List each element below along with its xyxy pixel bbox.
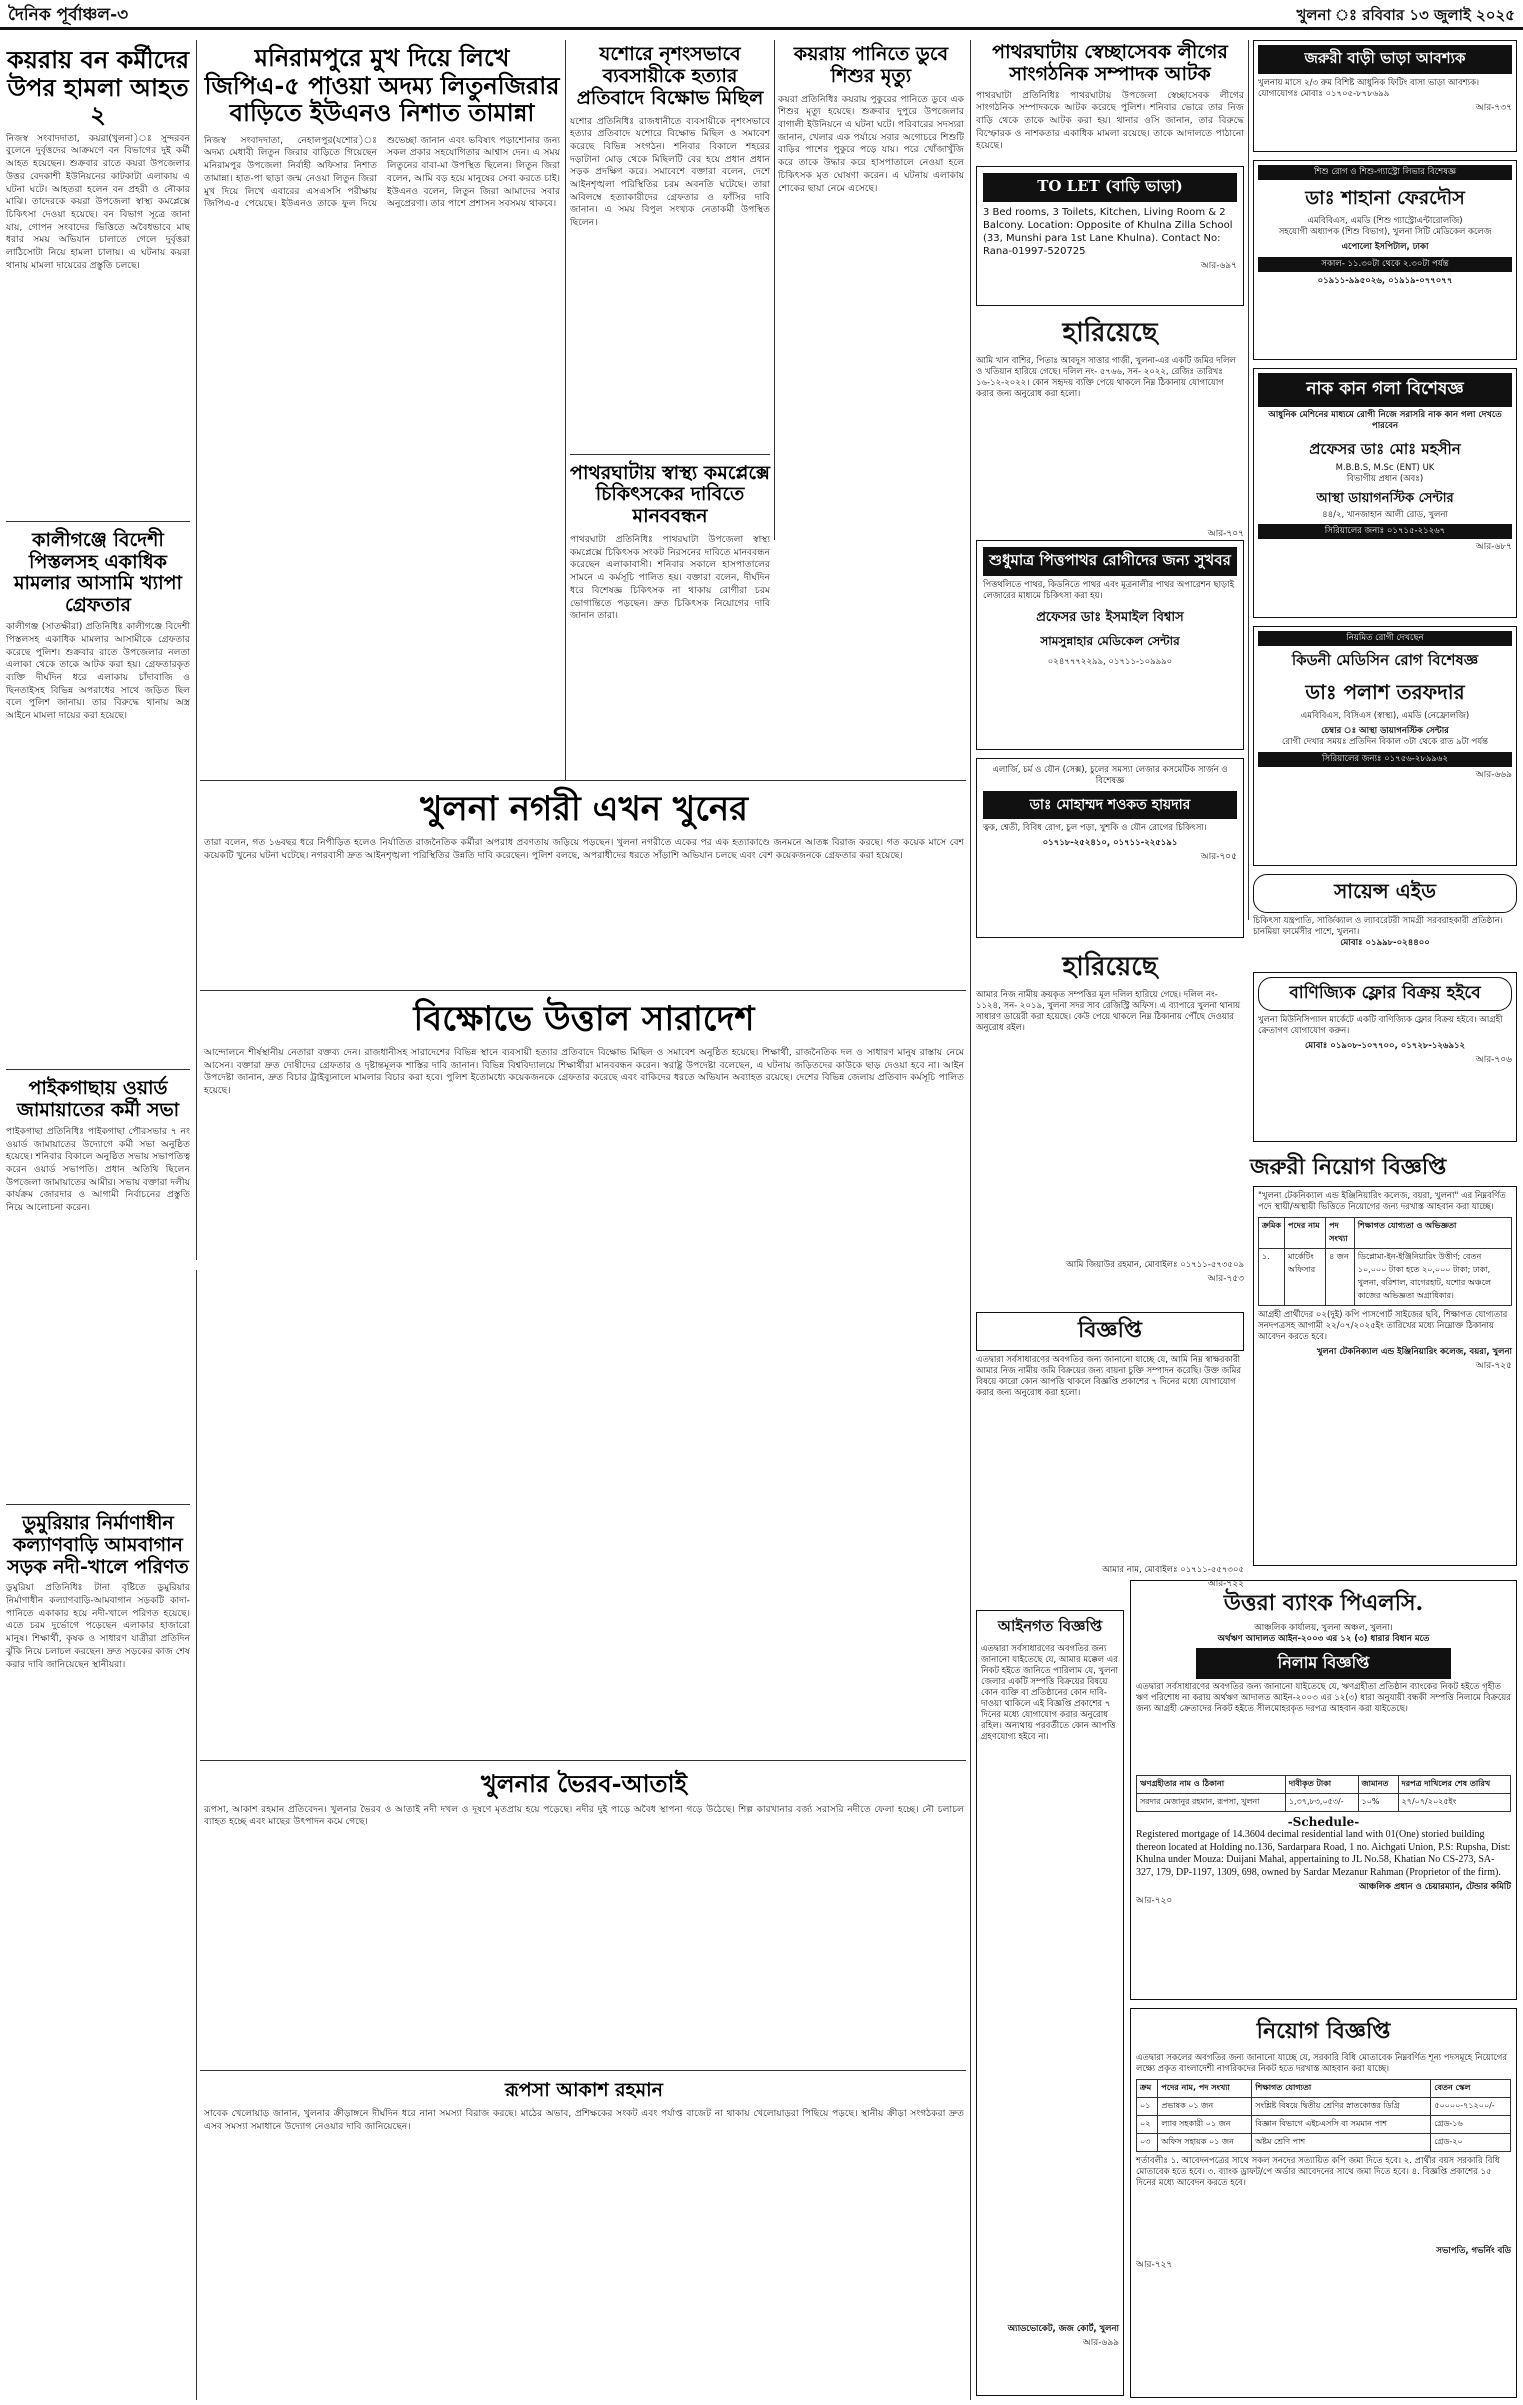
article-body: আন্দোলনে শীর্ষস্থানীয় নেতারা বক্তব্য দেন। রাজধানীসহ সারাদেশের বিভিন্ন স্থানে ব্যবসায়ী হত্যার প্রতিবাদে বিক্ষোভ মিছিল ও সমাবেশ অনুষ্ঠিত হয়েছে। শিক্ষার্থী, রাজনৈতিক দল ও সাধারণ মানুষ রাস্তায় নেমে আসেন। বক্তারা দ্রুত দোষীদের গ্রেফতার ও দৃষ্টান্তমূলক শাস্তির দাবি জানান। বিভিন্ন বিশ্ববিদ্যালয়ে শিক্ষার্থীরা মানববন্ধন করেন। স্বরাষ্ট্র উপদেষ্টা বলেছেন, এ ঘটনায় জড়িতদের কাউকে ছাড় দেওয়া হবে না। আইন উপদেষ্টা জানান, দ্রুত বিচার ট্রাইব্যুনালে মামলার বিচার করা হবে। পুলিশ ইতোমধ্যে কয়েকজনকে গ্রেফতার করেছে এবং বাকিদের ধরতে অভিযান অব্যাহত রয়েছে। দেশের বিভিন্ন জেলায় প্রতিবাদ কর্মসূচি পালিত হয়েছে। [204, 1047, 964, 1097]
job2-cell: গ্রেড-২০ [1431, 2134, 1511, 2152]
headline: যশোরে নৃশংসভাবে ব্যবসায়ীকে হত্যার প্রতিবাদে বিক্ষোভ মিছিল [576, 43, 764, 109]
article-body: কালীগঞ্জ (সাতক্ষীরা) প্রতিনিধিঃ কালীগঞ্জে বিদেশী পিস্তলসহ একাধিক মামলার আসামীকে গ্রেফতার করেছে পুলিশ। শুক্রবার রাতে উপজেলার নলতা এলাকা থেকে তাকে আটক করা হয়। গ্রেফতারকৃত ব্যক্তি দীর্ঘদিন ধরে এলাকায় চাঁদাবাজি ও ছিনতাইসহ বিভিন্ন অপরাধের সাথে জড়িত ছিল বলে পুলিশ জানায়। তার বিরুদ্ধে থানায় অস্ত্র আইনে মামলা দায়ের করা হয়েছে। [6, 621, 190, 721]
job2-sign: সভাপতি, গভর্নিং বডি [1436, 2246, 1511, 2257]
article-khulna-city [204, 786, 964, 986]
ad-time: রোগী দেখার সময়ঃ প্রতিদিন বিকাল ৩টা থেকে রাত ৯টা পর্যন্ত [1281, 737, 1489, 748]
ad-body: ত্বক, শ্বেতী, বিবিধ রোগ, চুল পড়া, খুশকি ও যৌন রোগের চিকিৎসা। [983, 823, 1207, 834]
article-body: নিজস্ব সংবাদদাতা, নেহালপুর(যশোর)ঃ অদম্য মেধাবী লিতুন জিরার বাড়িতে গিয়েছেন মনিরামপুর উপজেলা নির্বাহী অফিসার নিশাত তামান্না। হাত-পা ছাড়া জন্ম নেওয়া লিতুন জিরা মুখ দিয়ে লিখে এবারের এসএসসি পরীক্ষায় জিপিএ-৫ পেয়েছে। ইউএনও তাকে ফুল দিয়ে শুভেচ্ছা জানান এবং ভবিষ্যৎ পড়াশোনার জন্য সকল প্রকার সহযোগিতার আশ্বাস দেন। এ সময় লিতুনের বাবা-মা উপস্থিত ছিলেন। লিতুন জিরা বলেন, আমি বড় হয়ে মানুষের সেবা করতে চাই। ইউএনও বলেন, লিতুন জিরা আমাদের সবার অনুপ্রেরণা। তার পাশে প্রশাসন সবসময় থাকবে। [204, 134, 560, 210]
ad-ref: আর-৭০৬ [1475, 1055, 1512, 1066]
job-sign: খুলনা টেকনিক্যাল এন্ড ইঞ্জিনিয়ারিং কলেজ, বয়রা, খুলনা [1316, 1347, 1512, 1358]
ad-body: খুলনা মিউনিসিপ্যাল মার্কেটে একটি বাণিজ্যিক ফ্লোর বিক্রয় হইবে। আগ্রহী ক্রেতাগণ যোগাযোগ করুন। [1258, 1015, 1503, 1037]
bank-office: আঞ্চলিক কার্যালয়, খুলনা অঞ্চল, খুলনা। [1254, 1623, 1393, 1633]
rule [565, 40, 566, 780]
article-koyra-drowning [778, 40, 964, 540]
bank-body: এতদ্বারা সর্বসাধারণের অবগতির জন্য জানানো যাইতেছে যে, ঋণগ্রহীতা প্রতিষ্ঠান ব্যাংকের নিকট হইতে গৃহীত ঋণ পরিশোধ না করায় অর্থঋণ আদালত আইন-২০০৩ এর ১২(৩) ধারা অনুযায়ী বন্ধকী সম্পত্তি নিলামে বিক্রয়ের জন্য আগ্রহী ক্রেতাদের নিকট হইতে সীলমোহরকৃত দরপত্র আহবান করা যাইতেছে। [1136, 1682, 1511, 1715]
ad-serial: সিরিয়ালের জন্যঃ ০১৭১৫-২১২৬৭ [1258, 524, 1512, 539]
article-body: যশোর প্রতিনিধিঃ রাজধানীতে ব্যবসায়ীকে নৃশংসভাবে হত্যার প্রতিবাদে যশোরে বিক্ষোভ মিছিল ও সমাবেশ করেছে বিভিন্ন সংগঠন। শনিবার বিকালে শহরের দড়াটানা মোড় থেকে মিছিলটি বের হয়ে প্রধান প্রধান সড়ক প্রদক্ষিণ করে। সমাবেশে বক্তারা বলেন, দেশে আইনশৃঙ্খলা পরিস্থিতির চরম অবনতি ঘটেছে। তারা অবিলম্বে হত্যাকারীদের গ্রেফতার ও ফাঁসির দাবি জানান। এ সময় বিপুল সংখ্যক নেতাকর্মী উপস্থিত ছিলেন। [570, 115, 770, 229]
job2-cell: অফিস সহায়ক ০১ জন [1158, 2134, 1252, 2152]
job2-cell: প্রভাষক ০১ জন [1158, 2098, 1252, 2116]
ad-doctor-shahana [1253, 160, 1517, 360]
headline: কয়রায় বন কর্মীদের উপর হামলা আহত ২ [6, 45, 190, 130]
table-row [1137, 1794, 1511, 1812]
ad-title: হারিয়েছে [1062, 318, 1158, 348]
job2-sub: এতদ্বারা সকলের অবগতির জন্য জানানো যাচ্ছে যে, সরকারি বিধি মোতাবেক নিম্নবর্ণিত শূন্য পদসমূহে নিয়োগের লক্ষ্যে প্রকৃত বাংলাদেশী নাগরিকদের নিকট হতে দরখাস্ত আহবান করা যাচ্ছে। [1136, 2053, 1508, 2075]
ad-kidney-doctor [1253, 626, 1517, 866]
ad-position: সহযোগী অধ্যাপক (শিশু বিভাগ), খুলনা সিটি মেডিকেল কলেজ [1278, 227, 1492, 238]
table-row [1137, 2098, 1511, 2116]
article-bhairab-atai [204, 1766, 964, 2066]
ad-ref: আর-৭২২ [1207, 1579, 1244, 1590]
ad-title: ডাঃ শাহানা ফেরদৌস [1305, 187, 1465, 210]
ad-ref: আর-৭০৫ [1200, 852, 1237, 863]
ad-tag: শিশু রোগ ও শিশু-গ্যাস্ট্রো লিভার বিশেষজ্ঞ [1258, 165, 1512, 180]
divider [200, 1760, 966, 1761]
ad-ref: আর-৭২০ [1136, 1896, 1173, 1907]
ad-body: এতদ্বারা সর্বসাধারণের অবগতির জন্য জানানো যাইতেছে যে, আমার মক্কেল এর নিকট হইতে জানিতে পারিলাম যে, খুলনা জেলার একটি সম্পত্তি বিক্রয়ের বিষয়ে কোন ব্যক্তি বা প্রতিষ্ঠানের কোন দাবি-দাওয়া থাকিলে এই বিজ্ঞপ্তি প্রকাশের ৭ দিনের মধ্যে যোগাযোগ করার অনুরোধ রহিল। অন্যথায় পরবর্তীতে কোন আপত্তি গ্রহণযোগ্য হইবে না। [981, 1644, 1119, 1743]
ad-title: সায়েন্স এইড [1253, 874, 1517, 913]
ad-title: বিজ্ঞপ্তি [976, 1312, 1244, 1351]
ad-ref: আর-৭০৭ [1207, 529, 1244, 539]
ad-ref: আর-৬৯৭ [1200, 261, 1237, 271]
table-row [1259, 1249, 1512, 1306]
job2-cell: ল্যাব সহকারী ০১ জন [1158, 2116, 1252, 2134]
ad-gallstone [976, 540, 1244, 750]
divider [6, 521, 190, 522]
ad-title: আইনগত বিজ্ঞপ্তি [997, 1617, 1103, 1635]
ad-ref: আর-৭২৫ [1475, 1361, 1512, 1372]
bank-schedule: Registered mortgage of 14.3604 decimal residential land with 01(One) storied building thereon located at Holding no.136, Sardarpara Road, 1 no. Aichgati Union, P.S: Rupsha, Dist: Khulna under Mouza: Duijani Mahal, appertaining to JL No.58, Khatian No CS-273, SA-327, 179, DP-1197, 1309, 698, owned by Sardar Mezanur Rahman (Proprietor of the firm). [1136, 1829, 1511, 1878]
ad-phone: সিরিয়ালের জন্যঃ ০১৭৫৬-২৮৯৯৬২ [1258, 752, 1512, 767]
divider [6, 1069, 190, 1070]
ad-chamber: এপোলো ইসপিটাল, ঢাকা [1341, 242, 1429, 253]
ad-address: ৪৪/২, খানজাহান আলী রোড, খুলনা [1322, 510, 1448, 521]
bank-name: উত্তরা ব্যাংক পিএলসি. [1223, 1590, 1424, 1616]
ad-subtitle: আধুনিক মেশিনের মাধ্যমে রোগী নিজে সরাসরি নাক কান গলা দেখতে পারবেন [1268, 410, 1502, 432]
ad-title: নিয়োগ বিজ্ঞপ্তি [1256, 2018, 1391, 2044]
table-row [1137, 2116, 1511, 2134]
ad-ref: আর-৭৫৩ [1207, 1274, 1244, 1285]
headline: মনিরামপুরে মুখ দিয়ে লিখে জিপিএ-৫ পাওয়া অদম্য লিতুনজিরার বাড়িতে ইউএনও নিশাত তামান্না [204, 43, 560, 128]
column-left [6, 40, 190, 2395]
ad-job-notice-2 [1130, 2008, 1517, 2398]
article-protest [204, 996, 964, 1756]
ad-chamber: চেম্বার ঃ আস্থা ডায়াগনস্টিক সেন্টার [1321, 726, 1449, 737]
ad-sign: আমার নাম, মোবাইলঃ ০১৭১১-৫৫৭৩০৫ [1102, 1565, 1244, 1575]
ad-body: আমি খান বাশির, পিতাঃ আবদুস সাত্তার গাজী, খুলনা-এর একটি জমির দলিল ও খতিয়ান হারিয়ে গেছে। দলিল নং- ৫৭৬৬, সন- ২০২২, রেজিঃ তারিখঃ ১৬-১২-২০২২। কোন সহৃদয় ব্যক্তি পেয়ে থাকলে নিম্ন ঠিকানায় যোগাযোগ করার জন্য অনুরোধ করা হলো। [976, 356, 1236, 400]
rule [196, 40, 197, 1260]
job-cell: ১. [1259, 1249, 1285, 1306]
article-sports [204, 2076, 964, 2396]
ad-phone: ০২৪৭৭৭২২৯৯, ০১৭১১-১০৯৯৯০ [1047, 657, 1173, 668]
divider [570, 454, 770, 455]
job2-cell: ০১ [1137, 2098, 1158, 2116]
headline: কালীগঞ্জে বিদেশী পিস্তলসহ একাধিক মামলার আসামি খ্যাপা গ্রেফতার [13, 528, 183, 617]
ad-title: নাক কান গলা বিশেষজ্ঞ [1258, 373, 1512, 407]
job2-col-header: পদের নাম, পদ সংখ্যা [1158, 2080, 1252, 2098]
ad-commercial-floor [1253, 972, 1517, 1142]
ad-ref: আর-৬৬৯ [1475, 770, 1512, 781]
byline: রূপসা আকাশ রহমান [504, 2079, 664, 2101]
ad-doctor: প্রফেসর ডাঃ ইসমাইল বিশ্বাস [1036, 610, 1184, 626]
ad-ent [1253, 368, 1517, 618]
ad-sign: অ্যাডভোকেট, জজ কোর্ট, খুলনা [1007, 2324, 1119, 2334]
bank-cell: ২৭/০৭/২০২৫ইং [1398, 1794, 1510, 1812]
divider [200, 990, 966, 991]
ad-body: পিত্তথলিতে পাথর, কিডনিতে পাথর এবং মূত্রনালীর পাথর অপারেশন ছাড়াই লেজারের মাধ্যমে চিকিৎসা করা হয়। [983, 580, 1234, 602]
ad-phone: মোবাঃ ০১৯৯৮-০২৪৪০০ [1340, 938, 1430, 949]
ad-title: হারিয়েছে [1062, 952, 1158, 982]
article-jessore [570, 40, 770, 780]
ad-title: শুধুমাত্র পিত্তপাথর রোগীদের জন্য সুখবর [983, 547, 1237, 576]
rule [1248, 40, 1249, 920]
ad-rent-needed [1253, 40, 1517, 152]
ad-science-aid [1253, 874, 1517, 964]
headline: খুলনার ভৈরব-আতাই [480, 1769, 688, 1798]
headline: খুলনা নগরী এখন খুনের [420, 789, 748, 829]
article-pathorghata-arrest [976, 40, 1244, 160]
ad-body: চিকিৎসা যন্ত্রপাতি, সার্জিক্যাল ও ল্যাবরেটরী সামগ্রী সরবরাহকারী প্রতিষ্ঠান। চানমিয়া ফার্মেসীর পাশে, খুলনা। [1253, 916, 1503, 938]
ad-sign: আমি জিয়াউর রহমান, মোবাইলঃ ০১৭১১-৫৭৩৫০৯ [1066, 1260, 1244, 1270]
ad-center: আস্থা ডায়াগনস্টিক সেন্টার [1316, 491, 1454, 507]
article-body: তারা বলেন, গত ১৬বছর ধরে নিপীড়িত হলেও নির্যাতিত রাজনৈতিক কর্মীরা অপরাধ প্রবণতায় জড়িয়ে পড়ছেন। খুলনা নগরীতে একের পর এক হত্যাকাণ্ডে জনমনে আতঙ্ক বিরাজ করছে। গত কয়েক মাসে বেশ কয়েকটি খুনের ঘটনা ঘটেছে। নগরবাসী দ্রুত আইনশৃঙ্খলা পরিস্থিতির উন্নতি দাবি করেছেন। পুলিশ বলছে, অপরাধীদের ধরতে সাঁড়াশি অভিযান চলছে এবং বেশ কয়েকজনকে গ্রেফতার করা হয়েছে। [204, 837, 964, 861]
page-header [0, 0, 1523, 30]
ad-doctor: প্রফেসর ডাঃ মোঃ মহসীন [1309, 440, 1461, 459]
job2-cell: সংশ্লিষ্ট বিষয়ে দ্বিতীয় শ্রেণির স্নাতকোত্তর ডিগ্রি [1252, 2098, 1431, 2116]
ad-title: TO LET (বাড়ি ভাড়া) [983, 173, 1237, 202]
rule [970, 40, 971, 2400]
job-notice-body [1253, 1186, 1517, 1566]
rule [196, 1270, 197, 2400]
ad-ref: আর-৬৮৭ [1475, 542, 1512, 553]
job2-cell: অষ্টম শ্রেণি পাশ [1252, 2134, 1431, 2152]
ad-phone: ০১৯১১-৯৯৫০২৬, ০১৯১৯-০৭৭০৭৭ [1317, 276, 1453, 287]
job2-cell: ০৩ [1137, 2134, 1158, 2152]
job2-cell: ৫০০০০-৭১২০০/- [1431, 2098, 1511, 2116]
article-monirampur [204, 40, 560, 780]
job-col-header: শিক্ষাগত যোগ্যতা ও অভিজ্ঞতা [1354, 1218, 1511, 1249]
ad-center: সামসুন্নাহার মেডিকেল সেন্টার [1040, 634, 1180, 649]
job2-table [1136, 2079, 1511, 2152]
headline: পাথরঘাটায় স্বাস্থ্য কমপ্লেক্সে চিকিৎসকের দাবিতে মানববন্ধন [570, 461, 770, 528]
job2-col-header: ক্রম [1137, 2080, 1158, 2098]
ad-time: সকাল- ১১.৩০টা থেকে ২.৩০টা পর্যন্ত [1258, 257, 1512, 272]
ad-bank-auction [1130, 1580, 1517, 2000]
ad-title: ডাঃ মোহাম্মদ শওকত হায়দার [983, 791, 1237, 819]
article-body: পাইকগাছা প্রতিনিধিঃ পাইকগাছা পৌরসভার ৭ নং ওয়ার্ড জামায়াতের উদ্যোগে কর্মী সভা অনুষ্ঠিত হয়েছে। শনিবার বিকালে অনুষ্ঠিত সভায় সভাপতিত্ব করেন ওয়ার্ড সভাপতি। প্রধান অতিথি ছিলেন উপজেলা জামায়াতের আমীর। সভায় বক্তারা দলীয় কার্যক্রম জোরদার ও আগামী নির্বাচনের প্রস্তুতি নিয়ে আলোচনা করেন। [6, 1125, 190, 1213]
job2-cell: গ্রেড-১৬ [1431, 2116, 1511, 2134]
header-left: দৈনিক পূর্বাঞ্চল-৩ [8, 5, 129, 25]
ad-skin-doctor [976, 758, 1244, 938]
article-body: নিজস্ব সংবাদদাতা, কয়রা(খুলনা)ঃ সুন্দরবন বুলেনে দুর্বৃত্তদের আক্রমণে বন বিভাগের দুই কর্মী আহত হয়েছেন। শুক্রবার রাতে কয়রা উপজেলার উত্তর বেদকাশী ইউনিয়নের কাটকাটা এলাকায় এ ঘটনা ঘটে। আহতরা হলেন বন প্রহরী ও নৌকার মাঝি। তাদেরকে কয়রা উপজেলা স্বাস্থ্য কমপ্লেক্সে চিকিৎসা দেওয়া হয়েছে। বন বিভাগ সূত্রে জানা যায়, গোপন সংবাদের ভিত্তিতে অবৈধভাবে মাছ ধরার সময় অভিযান চালাতে গেলে দুর্বৃত্তরা লাঠিসোটা নিয়ে হামলা চালায়। এ ঘটনায় কয়রা থানায় মামলা দায়েরের প্রস্তুতি চলছে। [6, 132, 190, 271]
ad-title: জরুরী বাড়ী ভাড়া আবশ্যক [1258, 45, 1512, 74]
ad-ref: আর-৭২৭ [1136, 2260, 1173, 2271]
ad-subtitle: এলার্জি, চর্ম ও যৌন (সেক্স), চুলের সমস্যা লেজার কসমেটিক সার্জন ও বিশেষজ্ঞ [992, 765, 1228, 787]
ad-tag: নিয়মিত রোগী দেখছেন [1258, 631, 1512, 646]
bank-table [1136, 1775, 1511, 1812]
headline: বিক্ষোভে উত্তাল সারাদেশ [413, 999, 755, 1039]
job-sub: "খুলনা টেকনিক্যাল এন্ড ইঞ্জিনিয়ারিং কলেজ, বয়রা, খুলনা" এর নিম্নবর্ণিত পদে স্থায়ী/অস্থায়ী ভিত্তিতে নিয়োগের জন্য দরখাস্ত আহবান করা যাচ্ছে। [1258, 1191, 1506, 1213]
job2-cell: ০২ [1137, 2116, 1158, 2134]
divider [200, 780, 966, 781]
job2-col-header: শিক্ষাগত যোগ্যতা [1252, 2080, 1431, 2098]
ad-ref: আর-৭৩৭ [1475, 103, 1512, 114]
ad-phone: ০১৭১৮-২৫২৪১০, ০১৭১১-২২৫১৯১ [1042, 838, 1178, 849]
article-body: কয়রা প্রতিনিধিঃ কয়রায় পুকুরের পানিতে ডুবে এক শিশুর মৃত্যু হয়েছে। শুক্রবার দুপুরে উপজেলার বাগালী ইউনিয়নে এ ঘটনা ঘটে। পরিবারের সদস্যরা জানান, খেলার এক পর্যায়ে সবার অগোচরে শিশুটি বাড়ির পাশের পুকুরে পড়ে যায়। পরে খোঁজাখুঁজি করে তাকে উদ্ধার করে হাসপাতালে নেওয়া হলে চিকিৎসক মৃত ঘোষণা করেন। এ ঘটনায় এলাকায় শোকের ছায়া নেমে এসেছে। [778, 93, 964, 194]
job-foot: আগ্রহী প্রার্থীদের ০২(দুই) কপি পাসপোর্ট সাইজের ছবি, শিক্ষাগত যোগ্যতার সনদপত্রসহ আগামী ২২/০৭/২০২৫ইং তারিখের মধ্যে নিম্নোক্ত ঠিকানায় আবেদন করতে হবে। [1258, 1310, 1508, 1343]
headline: পাইকগাছায় ওয়ার্ড জামায়াতের কর্মী সভা [16, 1077, 180, 1121]
job-cell: ৪ জন [1326, 1249, 1355, 1306]
ad-head: কিডনী মেডিসিন রোগ বিশেষজ্ঞ [1291, 651, 1479, 670]
headline: ডুমুরিয়ার নির্মাণাধীন কল্যাণবাড়ি আমবাগান সড়ক নদী-খালে পরিণত [7, 1511, 189, 1578]
job-col-header: পদের নাম [1285, 1218, 1326, 1249]
ad-title: জরুরী নিয়োগ বিজ্ঞপ্তি [1250, 1154, 1447, 1180]
ad-title: ডাঃ পলাশ তরফদার [1305, 680, 1465, 705]
ad-title: বাণিজ্যিক ফ্লোর বিক্রয় হইবে [1258, 977, 1512, 1011]
bank-cell: সরদার মেজানুর রহমান, রূপসা, খুলনা [1137, 1794, 1286, 1812]
article-body: রূপসা, আকাশ রহমান প্রতিবেদন। খুলনার ভৈরব ও আতাই নদী দখল ও দূষণে মৃতপ্রায় হয়ে পড়েছে। নদীর দুই পাড়ে অবৈধ স্থাপনা গড়ে উঠেছে। শিল্প কারখানার বর্জ্য সরাসরি নদীতে ফেলা হচ্ছে। নৌ চলাচল ব্যাহত হচ্ছে এবং মাছের উৎপাদন কমে গেছে। [204, 1803, 964, 1828]
bank-cell: ১,৩৭,৮৩,০৫৩/- [1285, 1794, 1358, 1812]
divider [6, 1504, 190, 1505]
article-body: ডুমুরিয়া প্রতিনিধিঃ টানা বৃষ্টিতে ডুমুরিয়ার নির্মাণাধীন কল্যাণবাড়ি-আমবাগান সড়কটি কাদা-পানিতে একাকার হয়ে নদী-খালে পরিণত হয়েছে। এতে চরম দুর্ভোগে পড়েছেন এলাকার হাজারো মানুষ। শিক্ষার্থী, কৃষক ও সাধারণ যাত্রীরা প্রতিদিন ঝুঁকি নিয়ে চলাচল করছেন। দ্রুত সড়কের কাজ শেষ করার দাবি জানিয়েছেন স্থানীয়রা। [6, 1582, 190, 1670]
header-right: খুলনা ঃ রবিবার ১৩ জুলাই ২০২৫ [1296, 6, 1515, 24]
job-col-header: ক্রমিক [1259, 1218, 1285, 1249]
job-table [1258, 1217, 1512, 1306]
article-body: সাবেক খেলোয়াড় জানান, খুলনার ক্রীড়াঙ্গনে দীর্ঘদিন ধরে নানা সমস্যা বিরাজ করছে। মাঠের অভাব, প্রশিক্ষকের সংকট এবং পর্যাপ্ত বাজেট না থাকায় খেলোয়াড়রা পিছিয়ে পড়ছে। স্থানীয় ক্রীড়া সংগঠকরা দ্রুত এসব সমস্যা সমাধানে উদ্যোগ নেওয়ার দাবি জানিয়েছেন। [204, 2107, 964, 2132]
article-body: পাথরঘাটা প্রতিনিধিঃ পাথরঘাটা উপজেলা স্বাস্থ্য কমপ্লেক্সে চিকিৎসক সংকট নিরসনের দাবিতে মানববন্ধন করেছেন এলাকাবাসী। শনিবার সকালে হাসপাতালের সামনে এ কর্মসূচি পালিত হয়। বক্তারা বলেন, দীর্ঘদিন ধরে বিশেষজ্ঞ চিকিৎসক না থাকায় রোগীরা চরম ভোগান্তিতে পড়ছেন। দ্রুত চিকিৎসক নিয়োগের দাবি জানান তারা। [570, 534, 770, 622]
bank-col-header: ঋণগ্রহীতার নাম ও ঠিকানা [1137, 1776, 1286, 1794]
article-body: পাথরঘাটা প্রতিনিধিঃ পাথরঘাটায় উপজেলা স্বেচ্ছাসেবক লীগের সাংগঠনিক সম্পাদককে আটক করেছে পুলিশ। শনিবার ভোরে তার নিজ বাড়ি থেকে তাকে আটক করা হয়। থানার ওসি জানান, তার বিরুদ্ধে বিস্ফোরক ও নাশকতার একাধিক মামলা রয়েছে। তাকে আদালতে পাঠানো হয়েছে। [976, 89, 1244, 152]
ad-degree: এমবিবিএস, এমডি (শিশু গ্যাস্ট্রোএন্টারোলজি) [1307, 216, 1463, 227]
divider [200, 2070, 966, 2071]
ad-tolet [976, 166, 1244, 306]
bank-sign: আঞ্চলিক প্রধান ও চেয়ারম্যান, টেন্ডার কমিটি [1358, 1882, 1511, 1893]
job-col-header: পদ সংখ্যা [1326, 1218, 1355, 1249]
bank-col-header: দাবীকৃত টাকা [1285, 1776, 1358, 1794]
bank-cell: ১০% [1358, 1794, 1398, 1812]
ad-degree: M.B.B.S, M.Sc (ENT) UK [1335, 463, 1435, 474]
table-row [1137, 2134, 1511, 2152]
rule [774, 40, 775, 540]
ad-ref: আর-৬৯৯ [1082, 2338, 1119, 2349]
ad-position: বিভাগীয় প্রধান (অবঃ) [1346, 474, 1424, 485]
headline: পাথরঘাটায় স্বেচ্ছাসেবক লীগের সাংগঠনিক সম্পাদক আটক [992, 41, 1228, 85]
headline: কয়রায় পানিতে ডুবে শিশুর মৃত্যু [793, 43, 949, 87]
bank-schedule-title: -Schedule- [1287, 1815, 1360, 1830]
ad-legal-notice [976, 1610, 1124, 2396]
job-cell: ডিপ্লোমা-ইন-ইঞ্জিনিয়ারিং উত্তীর্ণ; বেতন ১০,০০০ টাকা হতে ২০,০০০ টাকা; ঢাকা, খুলনা, বরিশাল, বাগেরহাট, যশোর অঞ্চলে কাজের অভিজ্ঞতা অগ্রাধিকার। [1354, 1249, 1511, 1306]
bank-col-header: দরপত্র দাখিলের শেষ তারিখ [1398, 1776, 1510, 1794]
bank-auction-title: নিলাম বিজ্ঞপ্তি [1196, 1648, 1451, 1679]
bank-col-header: জামানত [1358, 1776, 1398, 1794]
ad-body: খুলনায় মাসে ২/৩ রুম বিশিষ্ট আধুনিক ফিটিং বাসা ভাড়া আবশ্যক। যোগাযোগঃ মোবাঃ ০১৭০৫-৮৭৮৬৯৯ [1258, 78, 1480, 100]
job2-col-header: বেতন স্কেল [1431, 2080, 1511, 2098]
ad-lost-1 [976, 312, 1244, 539]
ad-phone: মোবাঃ ০১৯০৮-১০৭৭০০, ০১৭২৮-১২৬৯১২ [1304, 1041, 1466, 1052]
ad-body: এতদ্বারা সর্বসাধারণের অবগতির জন্য জানানো যাচ্ছে যে, আমি নিম্ন স্বাক্ষরকারী আমার নিজ নামীয় জমি বিক্রয়ের জন্য বায়না চুক্তি সম্পাদন করেছি। উক্ত জমির বিষয়ে কারো কোন আপত্তি থাকলে বিজ্ঞপ্তি প্রকাশের ৭ দিনের মধ্যে যোগাযোগ করার জন্য অনুরোধ করা হলো। [976, 1355, 1242, 1399]
bank-law: অর্থঋণ আদালত আইন-২০০৩ এর ১২ (৩) ধারার বিধান মতে [1217, 1634, 1430, 1645]
ad-degree: এমবিবিএস, বিসিএস (স্বাস্থ্য), এমডি (নেফ্রোলজি) [1300, 711, 1470, 722]
job-cell: মার্কেটিং অফিসার [1285, 1249, 1326, 1306]
job2-cell: বিজ্ঞান বিভাগে এইচএসসি বা সমমান পাশ [1252, 2116, 1431, 2134]
ad-body: 3 Bed rooms, 3 Toilets, Kitchen, Living Room & 2 Balcony. Location: Opposite of Khulna Zilla School (33, Munshi para 1st Lane Khulna). Contact No: Rana-01997-520725 [983, 207, 1233, 257]
ad-body: আমার নিজ নামীয় ক্রয়কৃত সম্পত্তির মূল দলিল হারিয়ে গেছে। দলিল নং- ১১২৪, সন- ২০১৯, খুলনা সদর সাব রেজিস্ট্রি অফিস। এ ব্যাপারে খুলনা থানায় সাধারণ ডায়েরী করা হয়েছে। কেউ পেয়ে থাকলে নিম্ন ঠিকানায় পৌঁছে দেওয়ার অনুরোধ রইল। [976, 990, 1241, 1034]
job2-terms: শর্তাবলীঃ ১. আবেদনপত্রের সাথে সকল সনদের সত্যায়িত কপি জমা দিতে হবে। ২. প্রার্থীর বয়স সরকারি বিধি মোতাবেক হতে হবে। ৩. ব্যাংক ড্রাফট/পে অর্ডার আবেদনের সাথে জমা দিতে হবে। ৪. বিজ্ঞপ্তি প্রকাশের ১৫ দিনের মধ্যে আবেদন করতে হবে। [1136, 2156, 1500, 2189]
